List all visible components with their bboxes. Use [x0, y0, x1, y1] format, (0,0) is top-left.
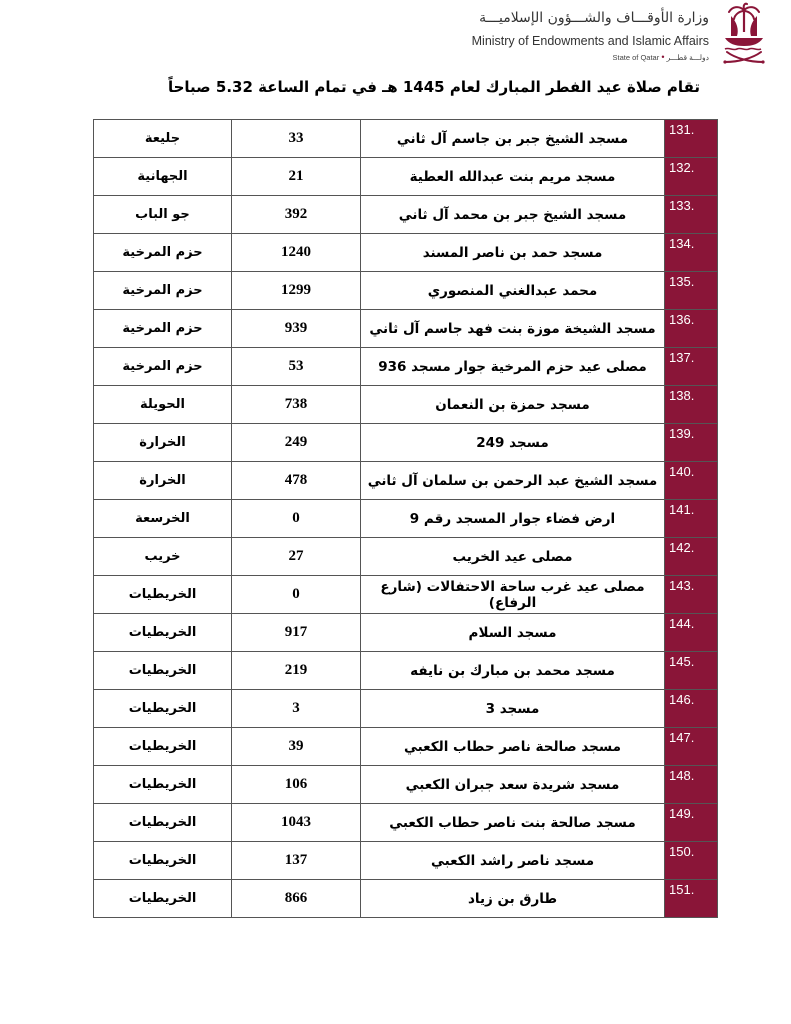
area-cell: خريب [94, 538, 232, 576]
ministry-logo-icon [719, 2, 769, 66]
row-number-cell: 147. [665, 728, 718, 766]
table-row [94, 652, 718, 690]
mosque-name-cell: مسجد الشيخ عبد الرحمن بن سلمان آل ثاني [361, 462, 665, 500]
area-cell: جليعة [94, 120, 232, 158]
row-number-cell: 132. [665, 158, 718, 196]
worshipper-count-cell: 33 [232, 120, 361, 158]
worshipper-count-cell: 0 [232, 500, 361, 538]
worshipper-count-cell: 1299 [232, 272, 361, 310]
worshipper-count-cell: 3 [232, 690, 361, 728]
table-row [94, 842, 718, 880]
worshipper-count-cell: 738 [232, 386, 361, 424]
row-number-cell: 145. [665, 652, 718, 690]
mosque-name-cell: مسجد 249 [361, 424, 665, 462]
mosque-name-cell: مسجد صالحة ناصر حطاب الكعبي [361, 728, 665, 766]
mosque-name-cell: مسجد الشيخة موزة بنت فهد جاسم آل ثاني [361, 310, 665, 348]
worshipper-count-cell: 219 [232, 652, 361, 690]
table-row [94, 272, 718, 310]
worshipper-count-cell: 392 [232, 196, 361, 234]
area-cell: جو الباب [94, 196, 232, 234]
area-cell: الخريطيات [94, 804, 232, 842]
row-number-cell: 148. [665, 766, 718, 804]
row-number-cell: 134. [665, 234, 718, 272]
mosque-name-cell: مصلى عيد الخريب [361, 538, 665, 576]
mosque-name-cell: مسجد ناصر راشد الكعبي [361, 842, 665, 880]
mosque-name-cell: مسجد صالحة بنت ناصر حطاب الكعبي [361, 804, 665, 842]
table-row [94, 348, 718, 386]
area-cell: حزم المرخية [94, 234, 232, 272]
worshipper-count-cell: 27 [232, 538, 361, 576]
mosque-name-cell: مسجد حمد بن ناصر المسند [361, 234, 665, 272]
mosque-name-cell: مسجد الشيخ جبر بن جاسم آل ثاني [361, 120, 665, 158]
mosque-name-cell: مسجد مريم بنت عبدالله العطية [361, 158, 665, 196]
area-cell: حزم المرخية [94, 348, 232, 386]
state-line [613, 52, 709, 62]
mosque-name-cell: مسجد الشيخ جبر بن محمد آل ثاني [361, 196, 665, 234]
row-number-cell: 133. [665, 196, 718, 234]
area-cell: الجهانية [94, 158, 232, 196]
mosque-name-cell: مصلى عيد غرب ساحة الاحتفالات (شارع الرفاع) [361, 576, 665, 614]
row-number-cell: 141. [665, 500, 718, 538]
row-number-cell: 140. [665, 462, 718, 500]
table-row [94, 120, 718, 158]
worshipper-count-cell: 0 [232, 576, 361, 614]
row-number-cell: 142. [665, 538, 718, 576]
table-row [94, 158, 718, 196]
worshipper-count-cell: 1240 [232, 234, 361, 272]
area-cell: حزم المرخية [94, 310, 232, 348]
mosque-name-cell: مسجد محمد بن مبارك بن نايفه [361, 652, 665, 690]
worshipper-count-cell: 53 [232, 348, 361, 386]
row-number-cell: 131. [665, 120, 718, 158]
area-cell: الخرسعة [94, 500, 232, 538]
table-row [94, 728, 718, 766]
area-cell: حزم المرخية [94, 272, 232, 310]
worshipper-count-cell: 917 [232, 614, 361, 652]
row-number-cell: 137. [665, 348, 718, 386]
worshipper-count-cell: 137 [232, 842, 361, 880]
row-number-cell: 151. [665, 880, 718, 918]
table-row [94, 576, 718, 614]
table-row [94, 804, 718, 842]
row-number-cell: 146. [665, 690, 718, 728]
state-name-arabic: دولـــة قطـــر [666, 53, 709, 62]
area-cell: الخريطيات [94, 728, 232, 766]
row-number-cell: 150. [665, 842, 718, 880]
mosque-name-cell: مسجد السلام [361, 614, 665, 652]
page-title: تقام صلاة عيد الفطر المبارك لعام 1445 هـ في تمام الساعة 5.32 صباحاً [167, 78, 700, 96]
area-cell: الحويلة [94, 386, 232, 424]
row-number-cell: 139. [665, 424, 718, 462]
mosque-name-cell: مسجد حمزة بن النعمان [361, 386, 665, 424]
worshipper-count-cell: 21 [232, 158, 361, 196]
row-number-cell: 138. [665, 386, 718, 424]
area-cell: الخريطيات [94, 842, 232, 880]
table-row [94, 424, 718, 462]
row-number-cell: 144. [665, 614, 718, 652]
table-row [94, 500, 718, 538]
worshipper-count-cell: 939 [232, 310, 361, 348]
table-row [94, 386, 718, 424]
row-number-cell: 143. [665, 576, 718, 614]
ministry-name-arabic: وزارة الأوقـــاف والشـــؤون الإسلاميـــة [479, 10, 709, 26]
mosque-table [93, 119, 718, 918]
area-cell: الخرارة [94, 462, 232, 500]
area-cell: الخريطيات [94, 766, 232, 804]
table-row [94, 766, 718, 804]
mosque-name-cell: مصلى عيد حزم المرخية جوار مسجد 936 [361, 348, 665, 386]
worshipper-count-cell: 249 [232, 424, 361, 462]
table-row [94, 880, 718, 918]
state-name-english: State of Qatar [612, 53, 660, 62]
mosque-name-cell: ارض فضاء جوار المسجد رقم 9 [361, 500, 665, 538]
area-cell: الخريطيات [94, 690, 232, 728]
mosque-name-cell: مسجد 3 [361, 690, 665, 728]
row-number-cell: 136. [665, 310, 718, 348]
worshipper-count-cell: 106 [232, 766, 361, 804]
area-cell: الخرارة [94, 424, 232, 462]
table-row [94, 690, 718, 728]
worshipper-count-cell: 866 [232, 880, 361, 918]
table-row [94, 196, 718, 234]
area-cell: الخريطيات [94, 614, 232, 652]
mosque-name-cell: طارق بن زياد [361, 880, 665, 918]
mosque-name-cell: محمد عبدالغني المنصوري [361, 272, 665, 310]
table-row [94, 614, 718, 652]
row-number-cell: 135. [665, 272, 718, 310]
worshipper-count-cell: 1043 [232, 804, 361, 842]
area-cell: الخريطيات [94, 880, 232, 918]
mosque-name-cell: مسجد شريدة سعد جبران الكعبي [361, 766, 665, 804]
table-row [94, 310, 718, 348]
area-cell: الخريطيات [94, 652, 232, 690]
worshipper-count-cell: 39 [232, 728, 361, 766]
area-cell: الخريطيات [94, 576, 232, 614]
table-row [94, 234, 718, 272]
separator-dot-icon: • [661, 52, 665, 62]
ministry-name-english: Ministry of Endowments and Islamic Affairs [471, 34, 709, 48]
table-row [94, 538, 718, 576]
row-number-cell: 149. [665, 804, 718, 842]
worshipper-count-cell: 478 [232, 462, 361, 500]
table-row [94, 462, 718, 500]
ministry-header [349, 0, 769, 68]
